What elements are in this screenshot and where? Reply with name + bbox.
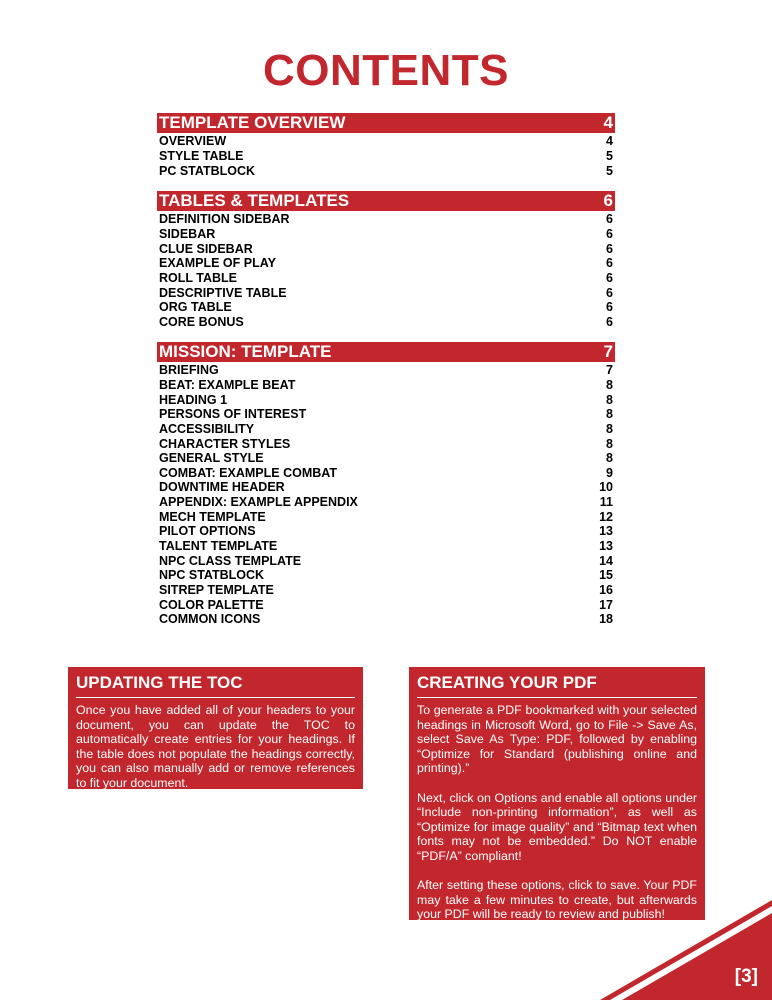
toc-entry-label: BEAT: EXAMPLE BEAT — [159, 377, 296, 392]
toc-entry[interactable] — [157, 212, 615, 227]
toc-entry[interactable] — [157, 524, 615, 539]
toc-entry-label: APPENDIX: EXAMPLE APPENDIX — [159, 495, 358, 510]
toc-heading-page: 4 — [603, 113, 613, 132]
toc-heading-label: TABLES & TEMPLATES — [159, 191, 350, 210]
toc-entry-page: 10 — [599, 480, 613, 495]
toc-entry-page: 8 — [606, 436, 613, 451]
sidebar-body — [76, 698, 355, 791]
toc-entry[interactable] — [157, 509, 615, 524]
toc-entry[interactable] — [157, 241, 615, 256]
toc-entry-page: 8 — [606, 451, 613, 466]
toc-heading-label: TEMPLATE OVERVIEW — [159, 113, 346, 132]
toc-entry-label: DOWNTIME HEADER — [159, 480, 285, 495]
sidebar-title: CREATING YOUR PDF — [417, 667, 697, 698]
toc-entry-label: DESCRIPTIVE TABLE — [159, 285, 287, 300]
toc-heading-page: 7 — [603, 342, 613, 361]
toc-entry-page: 8 — [606, 392, 613, 407]
toc-entry-label: PILOT OPTIONS — [159, 524, 256, 539]
toc-entry[interactable] — [157, 583, 615, 598]
toc-entry-label: TALENT TEMPLATE — [159, 539, 278, 553]
toc-entry[interactable] — [157, 227, 615, 242]
page-number: [3] — [734, 966, 758, 987]
toc-entry-page: 12 — [599, 509, 613, 524]
toc-entry-label: CHARACTER STYLES — [159, 436, 291, 451]
toc-entry-label: EXAMPLE OF PLAY — [159, 256, 276, 271]
updating-toc-sidebar — [68, 667, 363, 789]
toc-entry-label: NPC CLASS TEMPLATE — [159, 553, 302, 568]
toc-entry-label: CLUE SIDEBAR — [159, 241, 253, 256]
toc-entry[interactable] — [157, 568, 615, 583]
toc-entry[interactable] — [157, 597, 615, 612]
toc-entry-page: 6 — [606, 300, 613, 315]
toc-entry-label: COMBAT: EXAMPLE COMBAT — [159, 465, 337, 480]
toc-section-tables-templates — [157, 191, 615, 329]
toc-entry-page: 6 — [606, 270, 613, 285]
toc-entry-page: 7 — [606, 363, 613, 378]
toc-entry-page: 6 — [606, 285, 613, 300]
creating-pdf-sidebar — [409, 667, 705, 920]
toc-entry[interactable] — [157, 285, 615, 300]
toc-entry-page: 6 — [606, 226, 613, 241]
toc-entry-page: 8 — [606, 421, 613, 436]
sidebar-body — [417, 698, 697, 922]
toc-entry-label: OVERVIEW — [159, 134, 227, 149]
sidebar-paragraph: To generate a PDF bookmarked with your selected headings in Microsoft Word, go to File -> Save As, select Save As Type: PDF, followed by enabling “Optimize for Standard (publishing online and printing).” — [417, 703, 697, 776]
toc-entry[interactable] — [157, 363, 615, 378]
toc-entry[interactable] — [157, 612, 615, 627]
toc-entry-label: HEADING 1 — [159, 392, 228, 407]
sidebar-paragraph: Once you have added all of your headers to your document, you can update the TOC to automatically create entries for your headings. If the table does not populate the headings correctly, you can also manually add or remove references to fit your document. — [76, 703, 355, 790]
toc-entry-page: 6 — [606, 212, 613, 227]
toc-entry[interactable] — [157, 134, 615, 149]
toc-entry-label: PC STATBLOCK — [159, 163, 256, 178]
toc-entry[interactable] — [157, 392, 615, 407]
page-title: CONTENTS — [263, 46, 509, 95]
toc-entry-label: ACCESSIBILITY — [159, 421, 255, 436]
toc-entry-label: SIDEBAR — [159, 226, 216, 241]
toc-entry[interactable] — [157, 314, 615, 329]
toc-entry-label: PERSONS OF INTEREST — [159, 407, 307, 422]
toc-entry-label: CORE BONUS — [159, 314, 244, 329]
toc-entry-page: 6 — [606, 241, 613, 256]
sidebar-paragraph: After setting these options, click to save. Your PDF may take a few minutes to create, but afterwards your PDF will be ready to review and publish! — [417, 878, 697, 922]
toc-entry-page: 15 — [599, 568, 613, 583]
toc-section-mission-template — [157, 342, 615, 627]
toc-entry-page: 18 — [599, 612, 613, 627]
toc-entry-label: ROLL TABLE — [159, 270, 238, 285]
toc-entry-page: 16 — [599, 582, 613, 597]
toc-entry-page: 17 — [599, 597, 613, 612]
toc-entry-label: MECH TEMPLATE — [159, 509, 266, 524]
toc-entry[interactable] — [157, 422, 615, 437]
sidebar-title: UPDATING THE TOC — [76, 667, 355, 698]
toc-entry-label: GENERAL STYLE — [159, 451, 264, 466]
toc-entry-page: 13 — [599, 539, 613, 553]
toc-entry[interactable] — [157, 407, 615, 422]
sidebar-paragraph: Next, click on Options and enable all options under “Include non-printing information”, as well as “Optimize for image quality” and “Bitmap text when fonts may not be embedded.” Do NOT enable “PDF/A” compliant! — [417, 790, 697, 863]
toc-entry-label: COLOR PALETTE — [159, 597, 264, 612]
toc-entry-page: 13 — [599, 524, 613, 539]
toc-entry-label: COMMON ICONS — [159, 612, 261, 627]
toc-entry-page: 5 — [606, 163, 613, 178]
toc-entry[interactable] — [157, 495, 615, 510]
toc-entry-page: 14 — [599, 553, 613, 568]
toc-entry[interactable] — [157, 149, 615, 164]
toc-entry-label: STYLE TABLE — [159, 148, 244, 163]
toc-entry-page: 6 — [606, 256, 613, 271]
toc-entry-page: 5 — [606, 148, 613, 163]
toc-entry[interactable] — [157, 480, 615, 495]
toc-heading-page: 6 — [603, 191, 613, 210]
toc-entry[interactable] — [157, 465, 615, 480]
toc-heading[interactable] — [157, 191, 615, 211]
toc-entry-label: BRIEFING — [159, 363, 219, 378]
toc-entry[interactable] — [157, 553, 615, 568]
toc-entry-page: 9 — [606, 465, 613, 480]
toc-heading-label: MISSION: TEMPLATE — [159, 342, 332, 361]
toc-entry-label: SITREP TEMPLATE — [159, 582, 274, 597]
toc-entry-label: ORG TABLE — [159, 300, 232, 315]
toc-entry[interactable] — [157, 300, 615, 315]
toc-entry-page: 11 — [599, 495, 613, 510]
toc-entry-label: DEFINITION SIDEBAR — [159, 212, 290, 227]
toc-entry[interactable] — [157, 451, 615, 466]
toc-heading[interactable] — [157, 113, 615, 133]
toc-entry-label: NPC STATBLOCK — [159, 568, 265, 583]
toc-entry-page: 4 — [606, 134, 613, 149]
toc-entry-page: 8 — [606, 407, 613, 422]
toc-entry[interactable] — [157, 256, 615, 271]
toc-section-template-overview — [157, 113, 615, 178]
toc-entry[interactable] — [157, 436, 615, 451]
toc-entry-page: 6 — [606, 314, 613, 329]
toc-entry[interactable] — [157, 163, 615, 178]
toc-entry[interactable] — [157, 271, 615, 286]
toc-entry[interactable] — [157, 539, 615, 554]
toc-entry-page: 8 — [606, 377, 613, 392]
toc-entry[interactable] — [157, 378, 615, 393]
toc-heading[interactable] — [157, 342, 615, 362]
